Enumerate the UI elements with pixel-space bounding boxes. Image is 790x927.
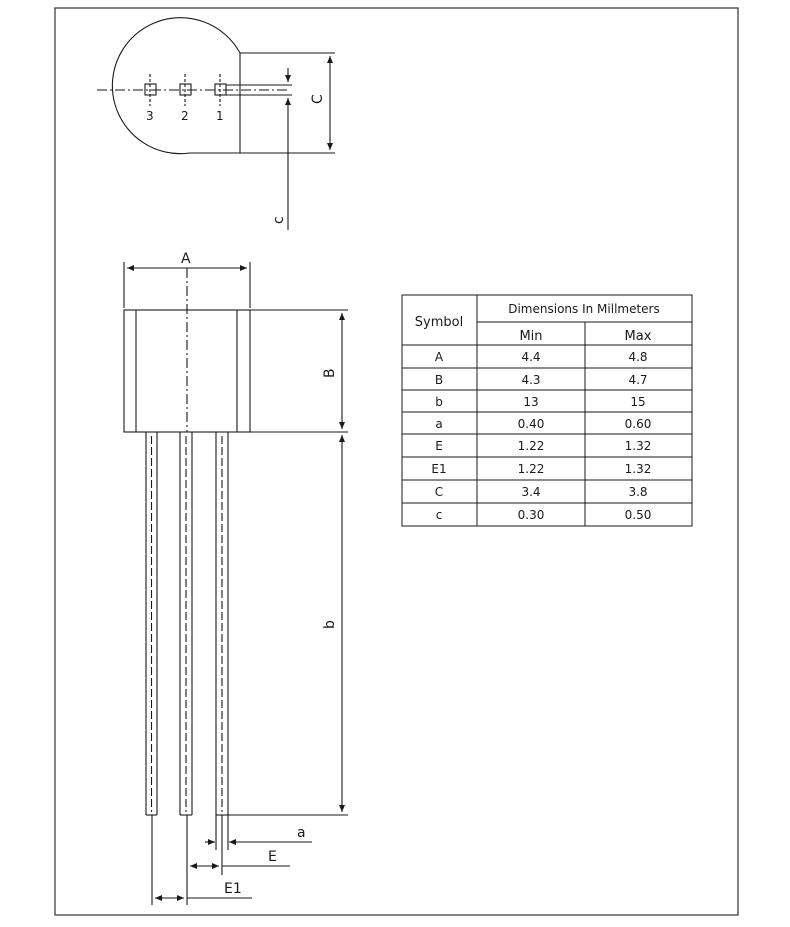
to92-outline — [112, 18, 240, 154]
dim-E1-label: E1 — [224, 881, 242, 897]
pin-3-label: 3 — [146, 109, 154, 123]
dim-E-label: E — [268, 849, 277, 865]
row-E1-max: 1.32 — [624, 462, 652, 476]
row-b-max: 15 — [630, 395, 646, 409]
row-C-symbol: C — [434, 485, 444, 499]
row-E-symbol: E — [435, 439, 443, 453]
row-c-min: 0.30 — [517, 508, 545, 522]
row-a-max: 0.60 — [624, 417, 652, 431]
lead-2 — [180, 432, 192, 815]
row-E1-min: 1.22 — [517, 462, 545, 476]
dim-C-label: C — [310, 94, 326, 104]
row-c-max: 0.50 — [624, 508, 652, 522]
row-b-symbol: b — [435, 395, 443, 409]
row-b-min: 13 — [523, 395, 539, 409]
dimensions-header: Dimensions In Millmeters — [508, 302, 660, 316]
row-C-max: 3.8 — [628, 485, 648, 499]
row-E-max: 1.32 — [624, 439, 652, 453]
row-E1-symbol: E1 — [431, 462, 447, 476]
row-B-min: 4.3 — [521, 373, 541, 387]
symbol-header: Symbol — [414, 315, 464, 330]
row-A-max: 4.8 — [628, 350, 648, 364]
dim-a-label: a — [297, 825, 306, 841]
max-header: Max — [624, 329, 652, 344]
min-header: Min — [519, 329, 543, 344]
row-C-min: 3.4 — [521, 485, 541, 499]
row-A-symbol: A — [434, 350, 444, 364]
row-c-symbol: c — [435, 508, 443, 522]
side-view — [124, 262, 348, 905]
pin-1-label: 1 — [216, 109, 224, 123]
dim-B-label: B — [322, 368, 338, 378]
dim-b-label: b — [322, 620, 338, 629]
dimensions-table — [402, 295, 692, 526]
row-a-symbol: a — [435, 417, 443, 431]
row-B-max: 4.7 — [628, 373, 648, 387]
top-view — [97, 18, 335, 230]
row-E-min: 1.22 — [517, 439, 545, 453]
dim-c-label: c — [271, 216, 287, 224]
row-a-min: 0.40 — [517, 417, 545, 431]
lead-3 — [146, 432, 157, 815]
row-A-min: 4.4 — [521, 350, 541, 364]
dim-A-label: A — [181, 251, 191, 267]
row-B-symbol: B — [434, 373, 444, 387]
lead-1 — [216, 432, 228, 815]
pin-2-label: 2 — [181, 109, 189, 123]
